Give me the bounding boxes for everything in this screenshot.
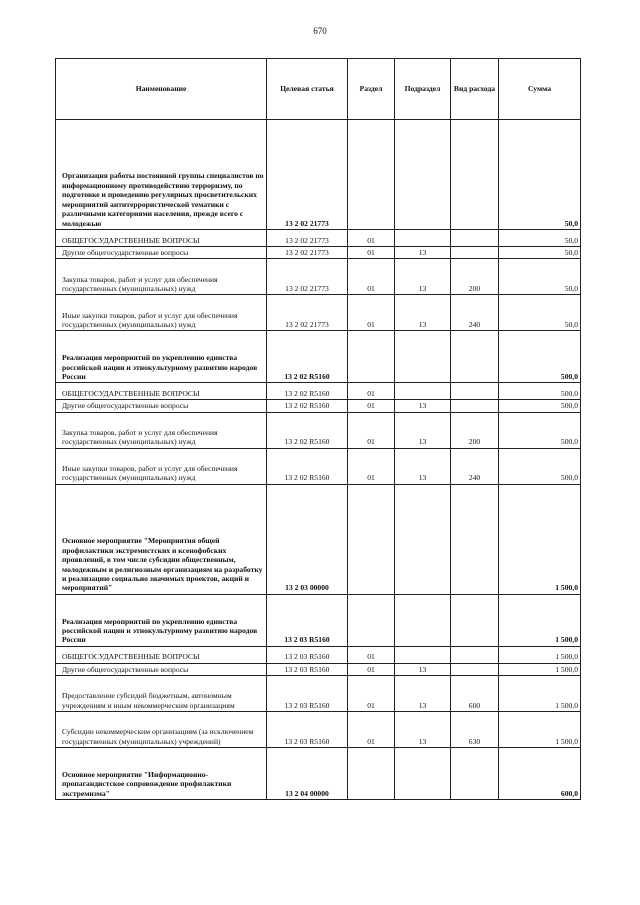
table-row — [56, 383, 581, 400]
cell-target-article: 13 2 03 R5160 — [267, 594, 348, 646]
cell-subsection: 13 — [395, 247, 451, 259]
cell-subsection: 13 — [395, 663, 451, 675]
cell-name: Субсидии некоммерческим организациям (за исключением государственных (муниципальных) учреждений) — [56, 712, 267, 748]
table-row — [56, 400, 581, 412]
cell-expense-type — [451, 400, 499, 412]
cell-name: Другие общегосударственные вопросы — [56, 400, 267, 412]
table-row — [56, 259, 581, 295]
cell-subsection — [395, 646, 451, 663]
cell-section: 01 — [348, 247, 395, 259]
header-sum: Сумма — [499, 59, 581, 120]
cell-name: Реализация мероприятий по укреплению единства российской нации и этнокультурному развитию народов России — [56, 331, 267, 383]
header-expense-type: Вид расхода — [451, 59, 499, 120]
table-row — [56, 247, 581, 259]
cell-target-article: 13 2 02 21773 — [267, 230, 348, 247]
cell-name: Реализация мероприятий по укреплению единства российской нации и этнокультурному развитию народов России — [56, 594, 267, 646]
cell-subsection: 13 — [395, 676, 451, 712]
cell-name: ОБЩЕГОСУДАРСТВЕННЫЕ ВОПРОСЫ — [56, 383, 267, 400]
cell-expense-type — [451, 748, 499, 800]
cell-sum: 500,0 — [499, 331, 581, 383]
budget-table — [55, 58, 581, 800]
cell-section: 01 — [348, 663, 395, 675]
cell-section — [348, 331, 395, 383]
cell-section: 01 — [348, 646, 395, 663]
cell-subsection: 13 — [395, 400, 451, 412]
cell-section: 01 — [348, 259, 395, 295]
cell-sum: 50,0 — [499, 247, 581, 259]
page-number: 670 — [313, 26, 327, 36]
cell-section — [348, 120, 395, 230]
cell-name: Основное мероприятие "Мероприятия общей профилактики экстремистских и ксенофобских проявлений, в том числе субсидии общественным, молодежным и религиозным организациям на разработку и реализацию социально значимых проектов, акций и мероприятий" — [56, 484, 267, 594]
cell-name: Иные закупки товаров, работ и услуг для обеспечения государственных (муниципальных) нужд — [56, 295, 267, 331]
table-row — [56, 448, 581, 484]
cell-sum: 500,0 — [499, 448, 581, 484]
header-section: Раздел — [348, 59, 395, 120]
cell-subsection — [395, 383, 451, 400]
cell-target-article: 13 2 03 R5160 — [267, 663, 348, 675]
header-target-article: Целевая статья — [267, 59, 348, 120]
cell-section — [348, 748, 395, 800]
cell-target-article: 13 2 03 R5160 — [267, 646, 348, 663]
cell-target-article: 13 2 02 R5160 — [267, 331, 348, 383]
table-row — [56, 295, 581, 331]
cell-subsection — [395, 594, 451, 646]
header-name: Наименование — [56, 59, 267, 120]
cell-section: 01 — [348, 448, 395, 484]
cell-subsection — [395, 120, 451, 230]
cell-subsection — [395, 331, 451, 383]
cell-name: Другие общегосударственные вопросы — [56, 247, 267, 259]
table-row — [56, 120, 581, 230]
cell-name: Закупка товаров, работ и услуг для обеспечения государственных (муниципальных) нужд — [56, 412, 267, 448]
cell-expense-type: 200 — [451, 259, 499, 295]
cell-target-article: 13 2 02 R5160 — [267, 448, 348, 484]
cell-name: Основное мероприятие "Информационно-пропагандистское сопровождение профилактики экстремизма" — [56, 748, 267, 800]
cell-sum: 1 500,0 — [499, 663, 581, 675]
cell-expense-type — [451, 383, 499, 400]
cell-subsection: 13 — [395, 295, 451, 331]
table-header-row — [56, 59, 581, 120]
cell-subsection: 13 — [395, 712, 451, 748]
cell-name: Предоставление субсидий бюджетным, автономным учреждениям и иным некоммерческим организациям — [56, 676, 267, 712]
cell-expense-type — [451, 331, 499, 383]
cell-expense-type: 600 — [451, 676, 499, 712]
cell-expense-type — [451, 594, 499, 646]
cell-target-article: 13 2 04 00000 — [267, 748, 348, 800]
cell-expense-type: 240 — [451, 295, 499, 331]
cell-name: ОБЩЕГОСУДАРСТВЕННЫЕ ВОПРОСЫ — [56, 230, 267, 247]
cell-sum: 50,0 — [499, 259, 581, 295]
table-row — [56, 663, 581, 675]
cell-name: Закупка товаров, работ и услуг для обеспечения государственных (муниципальных) нужд — [56, 259, 267, 295]
cell-expense-type — [451, 120, 499, 230]
cell-section: 01 — [348, 383, 395, 400]
table-body — [56, 120, 581, 800]
cell-sum: 1 500,0 — [499, 712, 581, 748]
cell-sum: 1 500,0 — [499, 484, 581, 594]
table-row — [56, 748, 581, 800]
cell-expense-type — [451, 663, 499, 675]
cell-name: Организация работы постоянной группы специалистов по информационному противодействию терроризму, по подготовке и проведению регулярных просветительских мероприятий антитеррористической тематики с различными категориями населения, прежде всего с молодежью — [56, 120, 267, 230]
cell-target-article: 13 2 03 R5160 — [267, 676, 348, 712]
cell-section: 01 — [348, 412, 395, 448]
cell-section — [348, 484, 395, 594]
cell-subsection: 13 — [395, 412, 451, 448]
cell-expense-type — [451, 484, 499, 594]
cell-expense-type: 240 — [451, 448, 499, 484]
cell-expense-type — [451, 230, 499, 247]
cell-subsection: 13 — [395, 448, 451, 484]
cell-target-article: 13 2 02 R5160 — [267, 400, 348, 412]
cell-section — [348, 594, 395, 646]
cell-sum: 500,0 — [499, 412, 581, 448]
table-row — [56, 412, 581, 448]
table-row — [56, 676, 581, 712]
cell-target-article: 13 2 02 21773 — [267, 259, 348, 295]
cell-subsection: 13 — [395, 259, 451, 295]
cell-name: Другие общегосударственные вопросы — [56, 663, 267, 675]
cell-target-article: 13 2 02 21773 — [267, 295, 348, 331]
cell-target-article: 13 2 02 R5160 — [267, 383, 348, 400]
cell-sum: 1 500,0 — [499, 594, 581, 646]
table-row — [56, 594, 581, 646]
cell-target-article: 13 2 03 R5160 — [267, 712, 348, 748]
cell-target-article: 13 2 02 21773 — [267, 120, 348, 230]
cell-sum: 50,0 — [499, 230, 581, 247]
cell-sum: 1 500,0 — [499, 676, 581, 712]
cell-expense-type — [451, 247, 499, 259]
cell-expense-type: 630 — [451, 712, 499, 748]
cell-subsection — [395, 748, 451, 800]
cell-section: 01 — [348, 676, 395, 712]
cell-section: 01 — [348, 230, 395, 247]
cell-sum: 50,0 — [499, 120, 581, 230]
cell-sum: 500,0 — [499, 400, 581, 412]
header-subsection: Подраздел — [395, 59, 451, 120]
cell-section: 01 — [348, 295, 395, 331]
table-row — [56, 484, 581, 594]
cell-target-article: 13 2 02 R5160 — [267, 412, 348, 448]
cell-sum: 1 500,0 — [499, 646, 581, 663]
cell-sum: 600,0 — [499, 748, 581, 800]
cell-expense-type — [451, 646, 499, 663]
table-row — [56, 230, 581, 247]
cell-sum: 500,0 — [499, 383, 581, 400]
cell-name: Иные закупки товаров, работ и услуг для обеспечения государственных (муниципальных) нужд — [56, 448, 267, 484]
cell-expense-type: 200 — [451, 412, 499, 448]
cell-target-article: 13 2 03 00000 — [267, 484, 348, 594]
cell-section: 01 — [348, 712, 395, 748]
table-row — [56, 712, 581, 748]
cell-target-article: 13 2 02 21773 — [267, 247, 348, 259]
cell-subsection — [395, 230, 451, 247]
cell-subsection — [395, 484, 451, 594]
table-row — [56, 646, 581, 663]
cell-sum: 50,0 — [499, 295, 581, 331]
cell-section: 01 — [348, 400, 395, 412]
table-row — [56, 331, 581, 383]
cell-name: ОБЩЕГОСУДАРСТВЕННЫЕ ВОПРОСЫ — [56, 646, 267, 663]
